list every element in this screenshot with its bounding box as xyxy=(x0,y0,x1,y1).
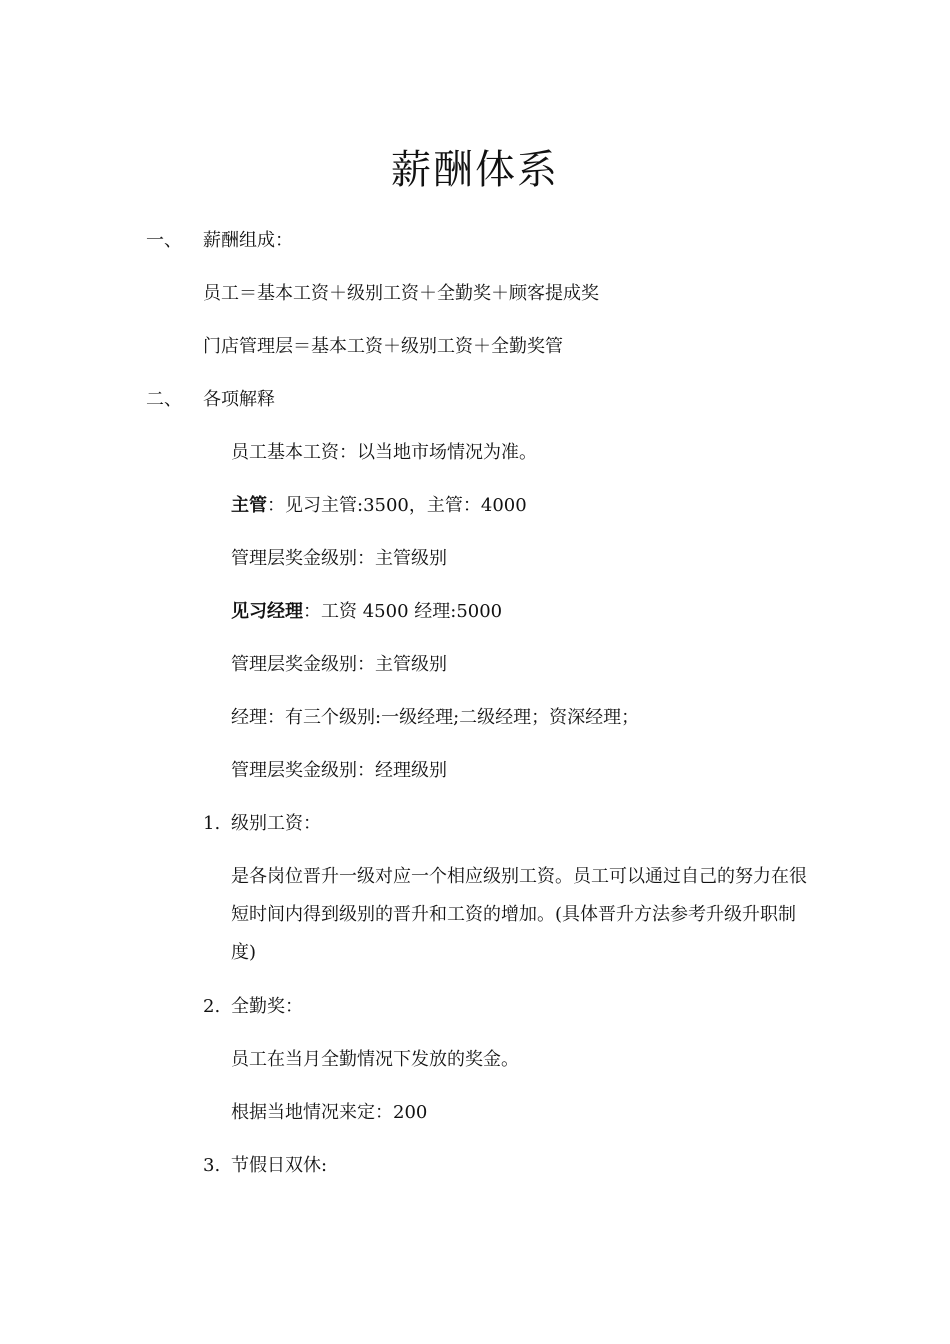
item-2-number: 2. xyxy=(203,996,221,1017)
item-1-heading: 级别工资： xyxy=(231,813,321,834)
employee-formula: 员工＝基本工资＋级别工资＋全勤奖＋顾客提成奖 xyxy=(203,283,599,304)
store-management-formula: 门店管理层＝基本工资＋级别工资＋全勤奖管 xyxy=(203,336,563,357)
trainee-manager-line xyxy=(231,599,502,625)
mgmt-bonus-line-2: 管理层奖金级别：主管级别 xyxy=(231,654,447,675)
page-title: 薪酬体系 xyxy=(391,147,559,193)
supervisor-label: 主管 xyxy=(231,495,267,516)
item-1-number: 1. xyxy=(203,813,221,834)
item-2-line-2: 根据当地情况来定：200 xyxy=(231,1102,428,1123)
mgmt-bonus-line-3: 管理层奖金级别：经理级别 xyxy=(231,760,447,781)
section-2-number: 二、 xyxy=(146,389,182,410)
basic-salary-line: 员工基本工资：以当地市场情况为准。 xyxy=(231,442,537,463)
supervisor-text: ：见习主管:3500，主管：4000 xyxy=(267,495,527,516)
item-2-heading: 全勤奖： xyxy=(231,996,303,1017)
section-1-number: 一、 xyxy=(146,230,182,251)
trainee-manager-text: ：工资 4500 经理:5000 xyxy=(303,601,503,622)
trainee-manager-label: 见习经理 xyxy=(231,601,303,622)
item-3-heading: 节假日双休: xyxy=(231,1155,328,1176)
item-3-number: 3. xyxy=(203,1155,221,1176)
section-2-heading: 各项解释 xyxy=(203,389,275,410)
section-1-heading: 薪酬组成： xyxy=(203,230,293,251)
item-2-line-1: 员工在当月全勤情况下发放的奖金。 xyxy=(231,1049,519,1070)
supervisor-line xyxy=(231,493,527,519)
manager-levels-line: 经理：有三个级别:一级经理;二级经理；资深经理； xyxy=(231,707,640,728)
item-1-paragraph: 是各岗位晋升一级对应一个相应级别工资。员工可以通过自己的努力在很短时间内得到级别的晋升和工资的增加。(具体晋升方法参考升级升职制度) xyxy=(231,866,807,963)
mgmt-bonus-line-1: 管理层奖金级别：主管级别 xyxy=(231,548,447,569)
